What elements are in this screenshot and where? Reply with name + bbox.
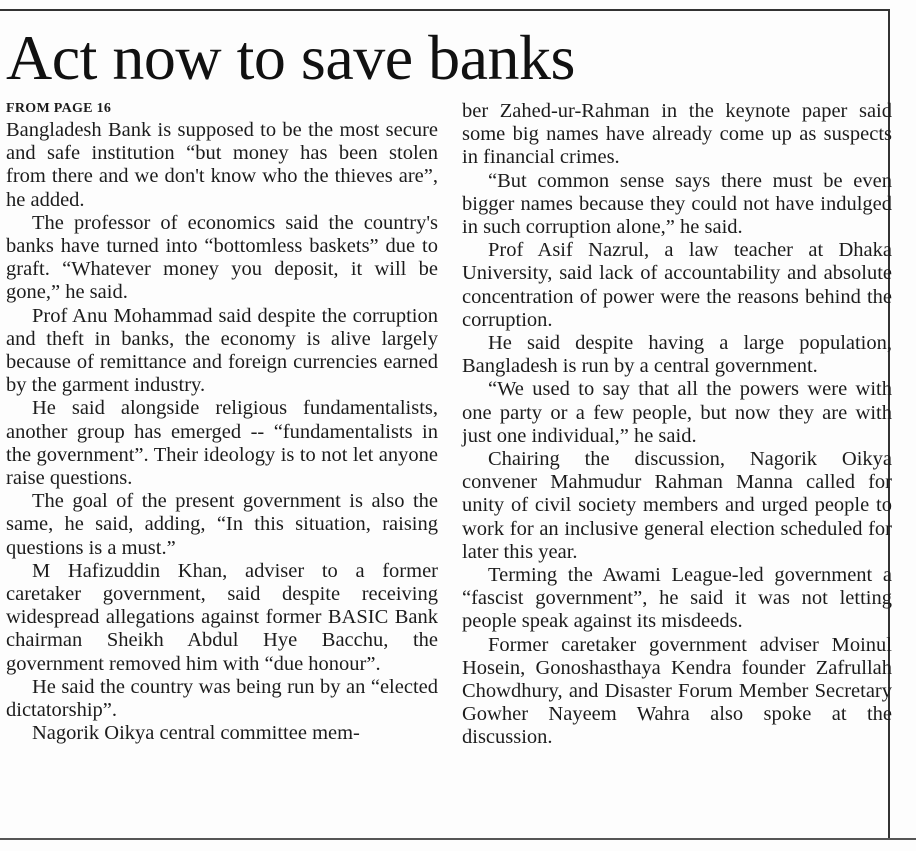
paragraph: ber Zahed-ur-Rahman in the keynote paper said some big names have already come up as suspects in financial crimes. [462,100,892,169]
paragraph: M Hafizuddin Khan, adviser to a former caretaker government, said despite receiving widespread allegations against former BASIC Bank chairman Sheikh Abdul Hye Bacchu, the government removed him with “due honour”. [6,559,438,675]
paragraph: The professor of economics said the country's banks have turned into “bottomless baskets” due to graft. “Whatever money you deposit, it will be gone,” he said. [6,211,438,304]
paragraph: Former caretaker government adviser Moinul Hosein, Gonoshasthaya Kendra founder Zafrullah Chowdhury, and Disaster Forum Member Secretary Gowher Nayeem Wahra also spoke at the discussion. [462,633,892,749]
paragraph: Bangladesh Bank is supposed to be the most secure and safe institution “but money has been stolen from there and we don't know who the thieves are”, he added. [6,119,438,211]
paragraph: He said despite having a large population, Bangladesh is run by a central government. [462,332,892,378]
paragraph: Chairing the discussion, Nagorik Oikya convener Mahmudur Rahman Manna called for unity of civil society members and urged people to work for an inclusive general election scheduled for later this year. [462,448,892,563]
paragraph: Terming the Awami League-led government a “fascist government”, he said it was not letting people speak against its misdeeds. [462,564,892,633]
left-column [6,100,438,745]
bottom-rule [0,838,916,840]
paragraph: “We used to say that all the powers were with one party or a few people, but now they are with just one individual,” he said. [462,378,892,447]
paragraph: “But common sense says there must be even bigger names because they could not have indulged in such corruption alone,” he said. [462,169,892,239]
paragraph: Nagorik Oikya central committee mem- [32,722,360,745]
paragraph: Prof Anu Mohammad said despite the corruption and theft in banks, the economy is alive largely because of remittance and foreign currencies earned by the garment industry. [6,304,438,397]
top-rule [0,9,889,11]
paragraph: He said the country was being run by an “elected dictatorship”. [6,675,438,722]
paragraph: The goal of the present government is also the same, he said, adding, “In this situation, raising questions is a must.” [6,490,438,559]
paragraph: He said alongside religious fundamentalists, another group has emerged -- “fundamentalists in the government”. Their ideology is to not let anyone raise questions. [6,397,438,490]
headline: Act now to save banks [6,22,575,93]
continuation-label: FROM PAGE 16 [6,101,112,116]
right-column [462,100,892,750]
paragraph: Prof Asif Nazrul, a law teacher at Dhaka University, said lack of accountability and absolute concentration of power were the reasons behind the corruption. [462,239,892,331]
